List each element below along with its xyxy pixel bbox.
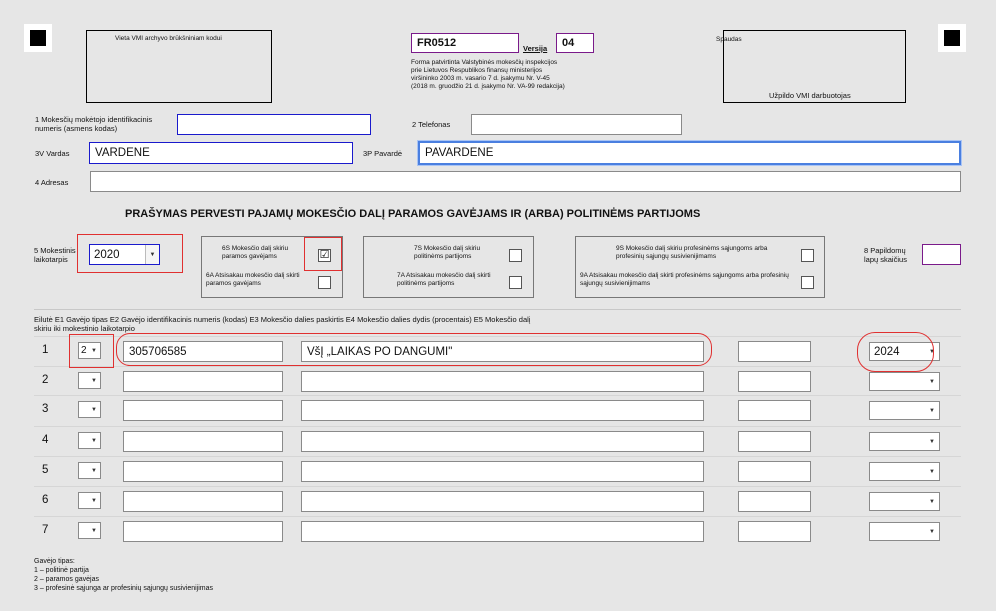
chevron-down-icon: ▼ (88, 463, 100, 478)
row-number: 2 (42, 374, 49, 386)
form-code-field: FR0512 (411, 33, 519, 53)
opt7a-checkbox[interactable] (509, 276, 522, 289)
until-period-select[interactable] (869, 462, 940, 481)
opt9s-checkbox[interactable] (801, 249, 814, 262)
form-title: PRAŠYMAS PERVESTI PAJAMŲ MOKESČIO DALĮ PARAMOS GAVĖJAMS IR (ARBA) POLITINĖMS PARTIJOMS (125, 208, 701, 220)
chevron-down-icon: ▼ (88, 433, 100, 448)
extra-pages-input[interactable] (922, 244, 961, 265)
recipient-type-select[interactable] (78, 492, 101, 509)
version-label: Versija (523, 44, 548, 53)
opt9a-checkbox[interactable] (801, 276, 814, 289)
annotation-row1-until (857, 332, 934, 372)
annotation-opt6s (304, 237, 342, 271)
row-number: 3 (42, 403, 49, 415)
legend-title: Gavėjo tipas: (34, 558, 75, 565)
annotation-period (77, 234, 183, 273)
recipient-code-input[interactable] (123, 431, 283, 452)
period-select[interactable]: 2020 ▼ (89, 244, 160, 265)
annotation-row1-recipient (116, 333, 712, 366)
phone-input[interactable] (471, 114, 682, 135)
version-field: 04 (556, 33, 594, 53)
chevron-down-icon: ▼ (145, 245, 159, 264)
opt9a-label: 9A Atsisakau mokesčio dalį skirti profesinėms sąjungoms arba profesinių sąjungų susivienijimams (580, 272, 789, 287)
taxpayer-id-input[interactable] (177, 114, 371, 135)
chevron-down-icon: ▼ (88, 493, 100, 508)
corner-marker-left (24, 24, 52, 52)
percent-input[interactable] (738, 341, 811, 362)
percent-input[interactable] (738, 521, 811, 542)
until-period-select[interactable] (869, 492, 940, 511)
percent-input[interactable] (738, 400, 811, 421)
legend-item: 1 – politinė partija (34, 567, 89, 574)
row-separator (34, 426, 961, 427)
option-group-7 (363, 236, 534, 298)
row-number: 5 (42, 464, 49, 476)
row-number: 4 (42, 434, 49, 446)
row-separator (34, 486, 961, 487)
purpose-input[interactable] (301, 461, 704, 482)
row-separator (34, 366, 961, 367)
percent-input[interactable] (738, 431, 811, 452)
recipient-code-input[interactable] (123, 371, 283, 392)
period-label: 5 Mokestinis laikotarpis (34, 246, 76, 264)
chevron-down-icon: ▼ (925, 373, 939, 390)
opt7a-label: 7A Atsisakau mokesčio dalį skirti politinėms partijoms (397, 272, 491, 287)
opt6s-label: 6S Mokesčio dalį skiriu paramos gavėjams (222, 245, 289, 260)
archive-barcode-label: Vieta VMI archyvo brūkšniniam kodui (115, 35, 222, 42)
purpose-input[interactable]: VšĮ „LAIKAS PO DANGUMI" (301, 341, 704, 362)
recipient-type-select[interactable]: 2 ▼ (78, 342, 101, 359)
purpose-input[interactable] (301, 400, 704, 421)
recipient-type-select[interactable] (78, 372, 101, 389)
until-period-select[interactable] (869, 522, 940, 541)
opt6a-checkbox[interactable] (318, 276, 331, 289)
approval-text (411, 59, 591, 91)
corner-marker-right (938, 24, 966, 52)
percent-input[interactable] (738, 461, 811, 482)
address-input[interactable] (90, 171, 961, 192)
until-period-select[interactable] (869, 432, 940, 451)
table-header: Eilutė E1 Gavėjo tipas E2 Gavėjo identifikacinis numeris (kodas) E3 Mokesčio dalies paskirtis E4 Mokesčio dalies dydis (procentais) E5 Mokesčio dalį skiriu iki mokestinio laikotarpio (34, 315, 531, 333)
legend-item: 2 – paramos gavėjas (34, 576, 99, 583)
until-period-select[interactable] (869, 372, 940, 391)
purpose-input[interactable] (301, 521, 704, 542)
stamp-label: Spaudas (716, 36, 742, 43)
opt9s-label: 9S Mokesčio dalį skiriu profesinėms sąjungoms arba profesinių sąjungų susivienijimams (616, 245, 768, 260)
archive-barcode-box (86, 30, 272, 103)
first-name-input[interactable]: VARDENE (89, 142, 353, 164)
surname-label: 3P Pavardė (363, 149, 403, 158)
legend (34, 557, 213, 593)
first-name-label: 3V Vardas (35, 149, 70, 158)
approval-line: (2018 m. gruodžio 21 d. įsakymo Nr. VA-99 redakcija) (411, 83, 565, 90)
chevron-down-icon: ▼ (925, 493, 939, 510)
phone-label: 2 Telefonas (412, 120, 451, 129)
row-number: 7 (42, 524, 49, 536)
option-group-9 (575, 236, 825, 298)
row-number: 6 (42, 494, 49, 506)
opt6a-label: 6A Atsisakau mokesčio dalį skirti paramos gavėjams (206, 272, 300, 287)
surname-input[interactable]: PAVARDENE (418, 141, 961, 165)
chevron-down-icon: ▼ (925, 343, 939, 360)
taxpayer-id-label: 1 Mokesčių mokėtojo identifikacinis numeris (asmens kodas) (35, 115, 153, 133)
extra-pages-label: 8 Papildomų lapų skaičius (864, 246, 907, 264)
chevron-down-icon: ▼ (925, 402, 939, 419)
stamp-box (716, 30, 906, 103)
percent-input[interactable] (738, 371, 811, 392)
stamp-footer: Užpildo VMI darbuotojas (769, 91, 851, 100)
chevron-down-icon: ▼ (925, 433, 939, 450)
divider (34, 309, 961, 310)
legend-item: 3 – profesinė sąjunga ar profesinių sąjungų susivienijimas (34, 585, 213, 592)
annotation-row1-type (69, 334, 114, 368)
opt6s-checkbox[interactable]: ☑ (319, 249, 330, 261)
row-number: 1 (42, 344, 49, 356)
purpose-input[interactable] (301, 431, 704, 452)
recipient-code-input[interactable]: 305706585 (123, 341, 283, 362)
row-separator (34, 516, 961, 517)
chevron-down-icon: ▼ (88, 402, 100, 417)
purpose-input[interactable] (301, 371, 704, 392)
recipient-type-select[interactable] (78, 522, 101, 539)
until-period-select[interactable] (869, 401, 940, 420)
until-period-select[interactable]: 2024 ▼ (869, 342, 940, 361)
purpose-input[interactable] (301, 491, 704, 512)
opt7s-label: 7S Mokesčio dalį skiriu politinėms partijoms (414, 245, 481, 260)
recipient-code-input[interactable] (123, 491, 283, 512)
recipient-code-input[interactable] (123, 461, 283, 482)
chevron-down-icon: ▼ (88, 343, 100, 358)
recipient-type-select[interactable] (78, 462, 101, 479)
recipient-code-input[interactable] (123, 400, 283, 421)
opt7s-checkbox[interactable] (509, 249, 522, 262)
approval-line: Forma patvirtinta Valstybinės mokesčių inspekcijos (411, 59, 558, 66)
chevron-down-icon: ▼ (925, 463, 939, 480)
address-label: 4 Adresas (35, 178, 69, 187)
approval-line: prie Lietuvos Respublikos finansų ministerijos (411, 67, 543, 74)
row-separator (34, 456, 961, 457)
percent-input[interactable] (738, 491, 811, 512)
recipient-type-select[interactable] (78, 432, 101, 449)
recipient-code-input[interactable] (123, 521, 283, 542)
chevron-down-icon: ▼ (925, 523, 939, 540)
chevron-down-icon: ▼ (88, 523, 100, 538)
row-separator (34, 395, 961, 396)
recipient-type-select[interactable] (78, 401, 101, 418)
chevron-down-icon: ▼ (88, 373, 100, 388)
approval-line: viršininko 2003 m. vasario 7 d. įsakymu Nr. V-45 (411, 75, 550, 82)
